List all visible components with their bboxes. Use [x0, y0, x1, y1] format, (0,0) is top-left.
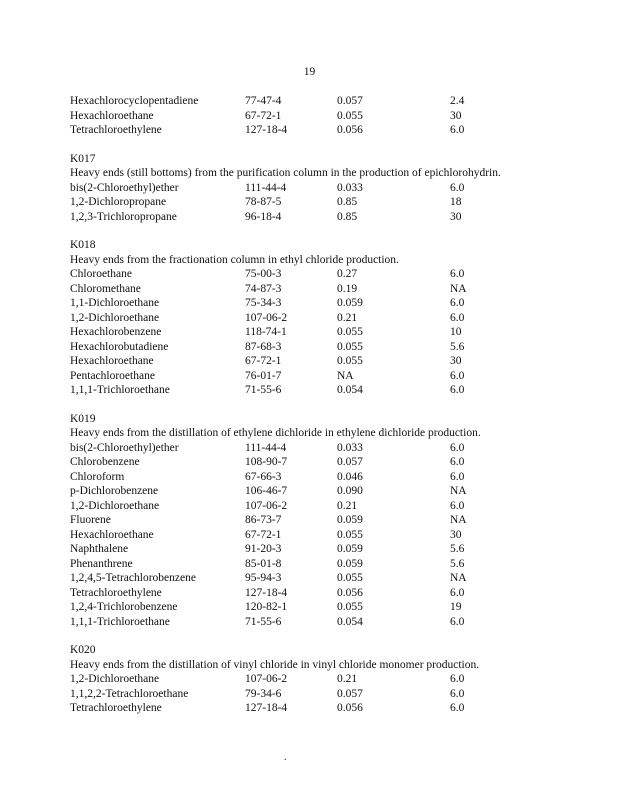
- nonwastewater-standard: NA: [450, 282, 467, 295]
- constituent-row: [70, 296, 550, 311]
- nonwastewater-standard: 6.0: [450, 702, 465, 714]
- nonwastewater-standard: NA: [450, 514, 467, 526]
- nonwastewater-standard: 6.0: [450, 456, 465, 468]
- waste-description: Heavy ends (still bottoms) from the purification column in the production of epichlorohydrin.: [70, 167, 501, 179]
- waste-description: Heavy ends from the distillation of ethylene dichloride in ethylene dichloride production.: [70, 427, 481, 439]
- wastewater-standard: 0.055: [337, 601, 363, 613]
- constituent-name: 1,2,4,5-Tetrachlorobenzene: [70, 572, 196, 584]
- constituent-row: [70, 615, 550, 630]
- wastewater-standard: 0.056: [337, 586, 363, 599]
- cas-number: 75-00-3: [245, 268, 282, 280]
- nonwastewater-standard: 6.0: [450, 124, 465, 136]
- wastewater-standard: 0.055: [337, 109, 363, 122]
- constituent-row: [70, 672, 550, 687]
- constituent-name: 1,2-Dichloroethane: [70, 499, 160, 512]
- cas-number: 127-18-4: [245, 586, 288, 599]
- constituent-row: [70, 701, 550, 716]
- wastewater-standard: 0.85: [337, 210, 358, 223]
- wastewater-standard: 0.056: [337, 124, 363, 136]
- constituent-row: [70, 383, 550, 398]
- constituent-name: 1,2-Dichloroethane: [70, 311, 160, 324]
- constituent-name: Fluorene: [70, 514, 111, 526]
- nonwastewater-standard: 19: [450, 601, 462, 613]
- constituent-row: [70, 181, 550, 196]
- nonwastewater-standard: 6.0: [450, 470, 465, 483]
- waste-section: [70, 152, 550, 225]
- waste-description: Heavy ends from the distillation of vinyl chloride in vinyl chloride monomer production.: [70, 658, 480, 671]
- constituent-name: Hexachlorobenzene: [70, 326, 162, 338]
- wastewater-standard: 0.055: [337, 528, 363, 541]
- constituent-row: [70, 354, 550, 369]
- nonwastewater-standard: 5.6: [450, 543, 465, 555]
- wastewater-standard: 0.057: [337, 456, 363, 468]
- constituent-row: [70, 557, 550, 572]
- wastewater-standard: 0.054: [337, 384, 363, 396]
- constituent-name: bis(2-Chloroethyl)ether: [70, 181, 179, 194]
- cas-number: 107-06-2: [245, 499, 288, 512]
- constituent-name: bis(2-Chloroethyl)ether: [70, 441, 179, 454]
- nonwastewater-standard: 6.0: [450, 441, 465, 454]
- cas-number: 118-74-1: [245, 326, 287, 338]
- cas-number: 111-44-4: [245, 441, 287, 454]
- constituent-row: [70, 571, 550, 586]
- cas-number: 108-90-7: [245, 456, 288, 468]
- constituent-name: Naphthalene: [70, 543, 129, 555]
- cas-number: 87-68-3: [245, 340, 282, 353]
- wastewater-standard: 0.059: [337, 514, 363, 526]
- cas-number: 67-66-3: [245, 470, 282, 483]
- cas-number: 71-55-6: [245, 615, 282, 628]
- constituent-row: [70, 441, 550, 456]
- constituent-row: [70, 94, 550, 109]
- cas-number: 120-82-1: [245, 601, 288, 613]
- constituent-name: Phenanthrene: [70, 557, 133, 570]
- nonwastewater-standard: 10: [450, 326, 462, 338]
- constituent-row: [70, 513, 550, 528]
- constituent-name: 1,1,1-Trichloroethane: [70, 615, 170, 628]
- cas-number: 106-46-7: [245, 485, 288, 497]
- constituent-row: [70, 586, 550, 601]
- wastewater-standard: NA: [337, 369, 354, 382]
- constituent-row: [70, 369, 550, 384]
- nonwastewater-standard: 6.0: [450, 311, 465, 324]
- cas-number: 127-18-4: [245, 702, 288, 714]
- constituent-row: [70, 325, 550, 340]
- wastewater-standard: 0.033: [337, 441, 363, 454]
- wastewater-standard: 0.21: [337, 311, 358, 324]
- constituent-name: Chloroethane: [70, 268, 132, 280]
- constituent-row: [70, 499, 550, 514]
- constituent-name: Tetrachloroethylene: [70, 702, 162, 714]
- wastewater-standard: 0.057: [337, 687, 363, 700]
- waste-section: [70, 643, 550, 716]
- nonwastewater-standard: 30: [450, 210, 462, 223]
- constituent-name: 1,2-Dichloropropane: [70, 196, 167, 208]
- constituent-name: Pentachloroethane: [70, 369, 155, 382]
- constituent-name: Chloroform: [70, 470, 125, 483]
- waste-section: [70, 412, 550, 630]
- cas-number: 95-94-3: [245, 572, 282, 584]
- wastewater-standard: 0.056: [337, 702, 363, 714]
- nonwastewater-standard: 6.0: [450, 384, 465, 396]
- cas-number: 67-72-1: [245, 355, 282, 367]
- nonwastewater-standard: 6.0: [450, 369, 465, 382]
- nonwastewater-standard: 5.6: [450, 557, 465, 570]
- constituent-name: 1,1,1-Trichloroethane: [70, 384, 170, 396]
- constituent-name: Hexachloroethane: [70, 528, 154, 541]
- constituent-name: 1,2,3-Trichloropropane: [70, 210, 177, 223]
- constituent-row: [70, 340, 550, 355]
- waste-description: Heavy ends from the fractionation column in ethyl chloride production.: [70, 253, 399, 266]
- cas-number: 67-72-1: [245, 109, 282, 122]
- constituent-row: [70, 528, 550, 543]
- nonwastewater-standard: 6.0: [450, 687, 465, 700]
- waste-code: K018: [70, 239, 96, 251]
- nonwastewater-standard: 5.6: [450, 340, 465, 353]
- wastewater-standard: 0.090: [337, 485, 363, 497]
- wastewater-standard: 0.19: [337, 282, 358, 295]
- wastewater-standard: 0.21: [337, 499, 358, 512]
- constituent-name: Chloromethane: [70, 282, 141, 295]
- wastewater-standard: 0.059: [337, 557, 363, 570]
- cas-number: 71-55-6: [245, 384, 282, 396]
- constituent-row: [70, 687, 550, 702]
- wastewater-standard: 0.059: [337, 297, 363, 309]
- constituent-row: [70, 600, 550, 615]
- wastewater-standard: 0.27: [337, 268, 358, 280]
- constituent-name: 1,2,4-Trichlorobenzene: [70, 601, 178, 613]
- cas-number: 91-20-3: [245, 543, 282, 555]
- constituent-name: 1,1-Dichloroethane: [70, 297, 160, 309]
- cas-number: 127-18-4: [245, 124, 288, 136]
- wastewater-standard: 0.054: [337, 615, 363, 628]
- waste-section: [70, 238, 550, 398]
- nonwastewater-standard: NA: [450, 485, 467, 497]
- wastewater-standard: 0.046: [337, 470, 363, 483]
- cas-number: 107-06-2: [245, 311, 288, 324]
- nonwastewater-standard: 30: [450, 528, 462, 541]
- constituent-name: Tetrachloroethylene: [70, 586, 162, 599]
- constituent-row: [70, 109, 550, 124]
- constituent-row: [70, 542, 550, 557]
- cas-number: 74-87-3: [245, 282, 282, 295]
- constituent-row: [70, 267, 550, 282]
- nonwastewater-standard: 6.0: [450, 297, 465, 309]
- wastewater-standard: 0.033: [337, 181, 363, 194]
- cas-number: 67-72-1: [245, 528, 282, 541]
- cas-number: 85-01-8: [245, 557, 282, 570]
- page-number: 19: [303, 66, 316, 78]
- constituent-name: Hexachlorobutadiene: [70, 340, 169, 353]
- cas-number: 111-44-4: [245, 181, 287, 194]
- constituent-name: Hexachloroethane: [70, 109, 154, 122]
- wastewater-standard: 0.055: [337, 340, 363, 353]
- constituent-row: [70, 210, 550, 225]
- nonwastewater-standard: 30: [450, 355, 462, 367]
- nonwastewater-standard: 6.0: [450, 586, 465, 599]
- nonwastewater-standard: NA: [450, 572, 467, 584]
- footer-mark: .: [284, 752, 287, 763]
- constituent-row: [70, 470, 550, 485]
- nonwastewater-standard: 18: [450, 196, 462, 208]
- cas-number: 96-18-4: [245, 210, 282, 223]
- constituent-row: [70, 123, 550, 138]
- wastewater-standard: 0.059: [337, 543, 363, 555]
- nonwastewater-standard: 30: [450, 109, 462, 122]
- nonwastewater-standard: 2.4: [450, 95, 465, 107]
- wastewater-standard: 0.057: [337, 95, 363, 107]
- nonwastewater-standard: 6.0: [450, 268, 465, 280]
- constituent-row: [70, 195, 550, 210]
- constituent-name: Hexachlorocyclopentadiene: [70, 95, 199, 107]
- cas-number: 86-73-7: [245, 514, 282, 526]
- constituent-name: Tetrachloroethylene: [70, 124, 162, 136]
- constituent-row: [70, 282, 550, 297]
- constituent-name: 1,2-Dichloroethane: [70, 673, 160, 685]
- wastewater-standard: 0.85: [337, 196, 358, 208]
- constituent-row: [70, 455, 550, 470]
- cas-number: 76-01-7: [245, 369, 282, 382]
- wastewater-standard: 0.21: [337, 673, 358, 685]
- cas-number: 78-87-5: [245, 196, 282, 208]
- waste-code: K019: [70, 412, 96, 425]
- constituent-name: Chlorobenzene: [70, 456, 140, 468]
- waste-section: [70, 94, 550, 138]
- cas-number: 107-06-2: [245, 673, 288, 685]
- constituent-row: [70, 484, 550, 499]
- cas-number: 79-34-6: [245, 687, 282, 700]
- wastewater-standard: 0.055: [337, 355, 363, 367]
- constituent-name: 1,1,2,2-Tetrachloroethane: [70, 687, 189, 700]
- nonwastewater-standard: 6.0: [450, 615, 465, 628]
- wastewater-standard: 0.055: [337, 326, 363, 338]
- nonwastewater-standard: 6.0: [450, 673, 465, 685]
- cas-number: 75-34-3: [245, 297, 282, 309]
- constituent-row: [70, 311, 550, 326]
- waste-code: K020: [70, 644, 96, 656]
- constituent-name: Hexachloroethane: [70, 355, 154, 367]
- cas-number: 77-47-4: [245, 95, 282, 107]
- waste-code: K017: [70, 152, 96, 165]
- waste-constituents-table: [70, 94, 550, 716]
- wastewater-standard: 0.055: [337, 572, 363, 584]
- nonwastewater-standard: 6.0: [450, 499, 465, 512]
- nonwastewater-standard: 6.0: [450, 181, 465, 194]
- constituent-name: p-Dichlorobenzene: [70, 485, 159, 497]
